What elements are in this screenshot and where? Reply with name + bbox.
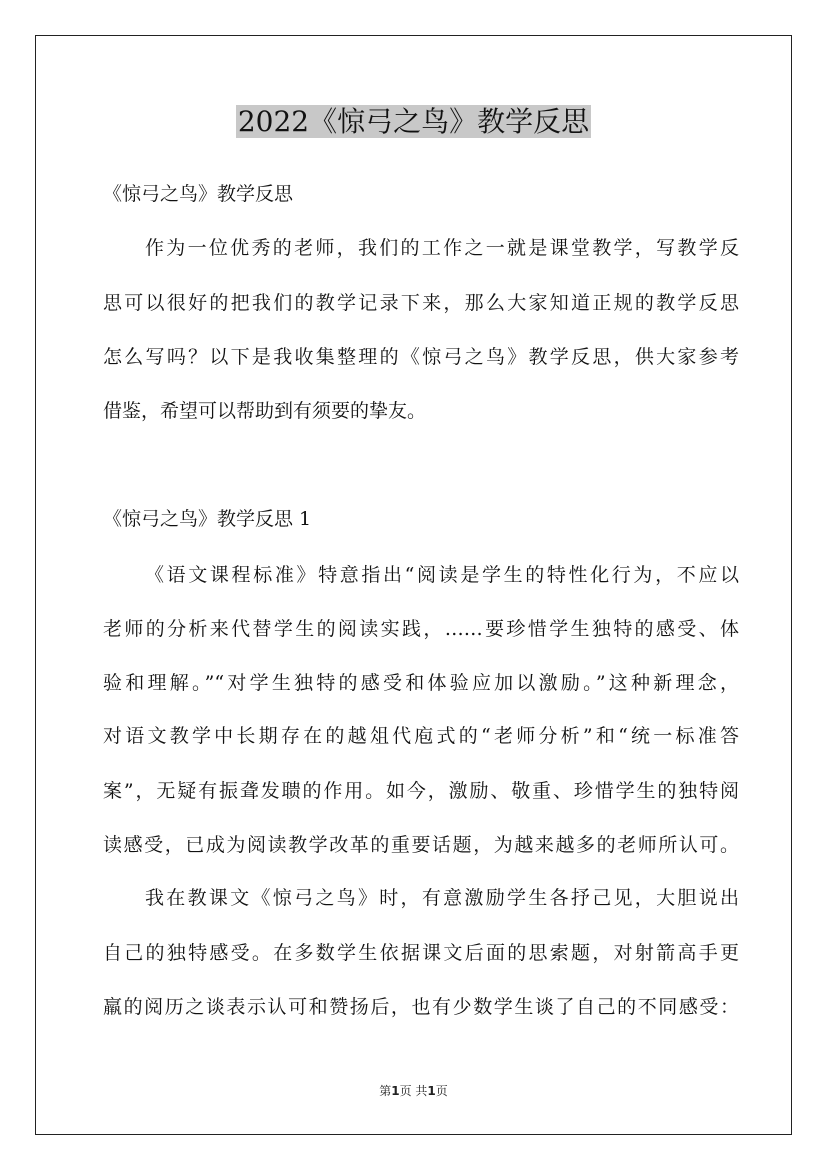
- document-subtitle: 《惊弓之鸟》教学反思: [103, 183, 294, 205]
- intro-line-3: 怎么写吗？以下是我收集整理的《惊弓之鸟》教学反思，供大家参考: [103, 346, 739, 368]
- section-1-para-1-line-2: 老师的分析来代替学生的阅读实践，……要珍惜学生独特的感受、体: [103, 618, 739, 640]
- section-1-para-1-line-6: 读感受，已成为阅读教学改革的重要话题，为越来越多的老师所认可。: [103, 834, 739, 856]
- section-1-heading: 《惊弓之鸟》教学反思 1: [103, 508, 312, 530]
- section-1-para-1-line-4: 对语文教学中长期存在的越俎代庖式的“老师分析”和“统一标准答: [103, 725, 739, 747]
- section-1-para-1-line-1: 《语文课程标准》特意指出“阅读是学生的特性化行为，不应以: [145, 564, 739, 586]
- section-1-para-1-line-3: 验和理解。”“对学生独特的感受和体验应加以激励。”这种新理念，: [103, 672, 739, 694]
- intro-line-4: 借鉴，希望可以帮助到有须要的挚友。: [103, 400, 427, 422]
- footer-page-suffix: 页: [435, 1084, 448, 1098]
- footer-page-prefix: 第: [379, 1084, 392, 1098]
- footer-page-mid: 页 共: [399, 1084, 428, 1098]
- intro-line-1: 作为一位优秀的老师，我们的工作之一就是课堂教学，写教学反: [145, 237, 739, 259]
- footer-page-total: 1: [427, 1084, 436, 1098]
- page-footer: [0, 1082, 827, 1099]
- footer-page-number: 1: [391, 1084, 400, 1098]
- document-title-text: 2022《惊弓之鸟》教学反思: [237, 105, 590, 138]
- section-1-para-2-line-1: 我在教课文《惊弓之鸟》时，有意激励学生各抒己见，大胆说出: [145, 887, 739, 909]
- section-1-para-2-line-3: 羸的阅历之谈表示认可和赞扬后，也有少数学生谈了自己的不同感受：: [103, 996, 739, 1018]
- section-1-para-2-line-2: 自己的独特感受。在多数学生依据课文后面的思索题，对射箭高手更: [103, 942, 739, 964]
- document-title: [0, 100, 827, 144]
- section-1-para-1-line-5: 案”，无疑有振聋发聩的作用。如今，激励、敬重、珍惜学生的独特阅: [103, 780, 739, 802]
- intro-line-2: 思可以很好的把我们的教学记录下来，那么大家知道正规的教学反思: [103, 292, 739, 314]
